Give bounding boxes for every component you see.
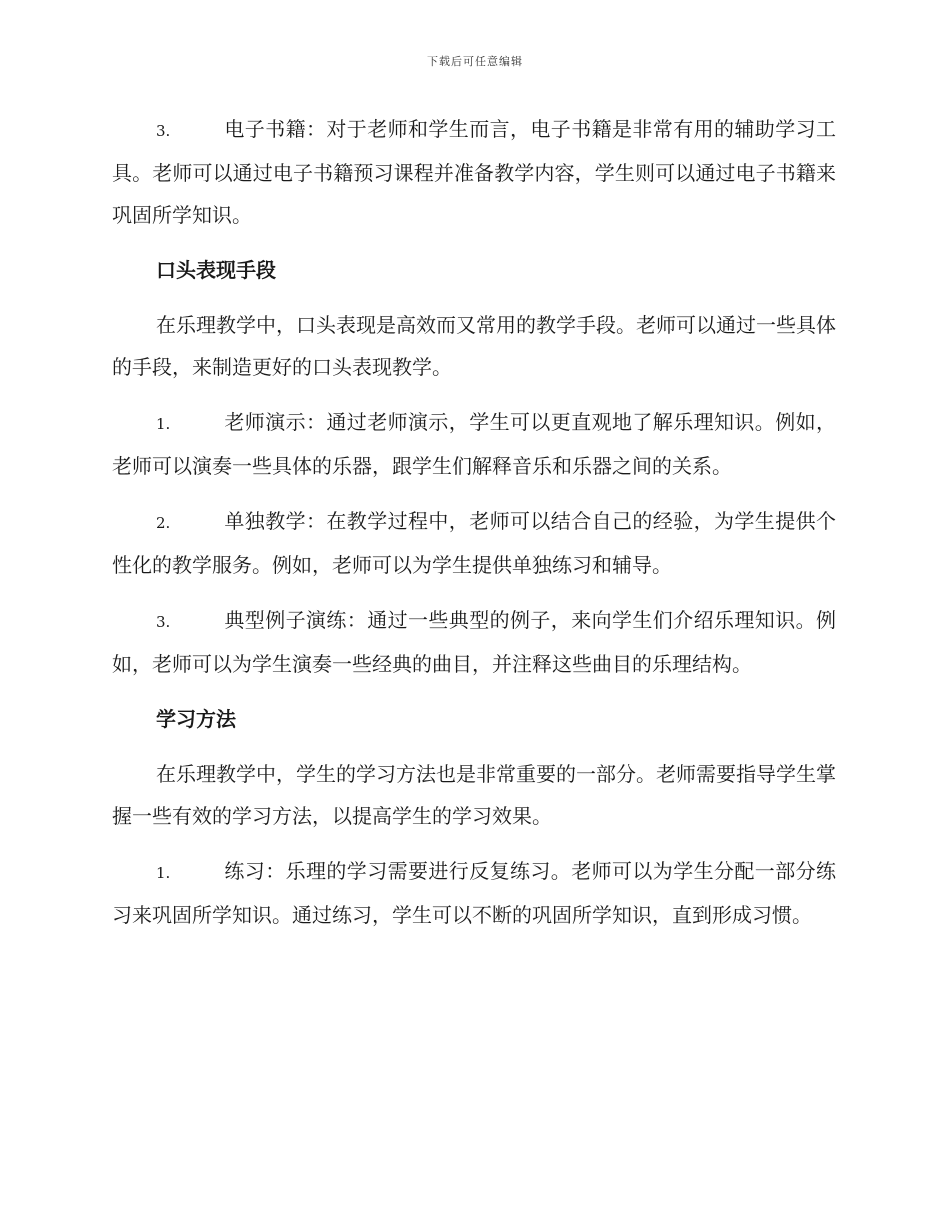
list-item-number: 1.: [156, 864, 171, 882]
document-body: [112, 108, 836, 949]
list-item-text: 典型例子演练：通过一些典型的例子，来向学生们介绍乐理知识。例如，老师可以为学生演奏一些经典的曲目，并注释这些曲目的乐理结构。: [112, 608, 836, 676]
list-item-text: 老师演示：通过老师演示，学生可以更直观地了解乐理知识。例如，老师可以演奏一些具体的乐器，跟学生们解释音乐和乐器之间的关系。: [112, 410, 836, 478]
paragraph-learning-intro: 在乐理教学中，学生的学习方法也是非常重要的一部分。老师需要指导学生掌握一些有效的学习方法，以提高学生的学习效果。: [112, 762, 836, 828]
list-item-electronic-books: [112, 108, 836, 236]
list-item-number: 1.: [156, 415, 171, 433]
list-item-individual-teaching: [112, 500, 836, 586]
section-heading-learning-methods: 学习方法: [156, 707, 236, 731]
list-item-typical-examples: [112, 599, 836, 685]
list-item-number: 3.: [156, 613, 171, 631]
list-item-text: 练习：乐理的学习需要进行反复练习。老师可以为学生分配一部分练习来巩固所学知识。通过练习，学生可以不断的巩固所学知识，直到形成习惯。: [112, 859, 836, 927]
list-item-text: 单独教学：在教学过程中，老师可以结合自己的经验，为学生提供个性化的教学服务。例如，老师可以为学生提供单独练习和辅导。: [112, 509, 836, 577]
paragraph-oral-intro: 在乐理教学中，口头表现是高效而又常用的教学手段。老师可以通过一些具体的手段，来制造更好的口头表现教学。: [112, 313, 836, 379]
list-item-teacher-demo: [112, 401, 836, 487]
list-item-number: 2.: [156, 514, 171, 532]
list-item-text: 电子书籍：对于老师和学生而言，电子书籍是非常有用的辅助学习工具。老师可以通过电子书籍预习课程并准备教学内容，学生则可以通过电子书籍来巩固所学知识。: [112, 117, 836, 227]
page-header: 下载后可任意编辑: [427, 55, 523, 68]
list-item-number: 3.: [156, 122, 171, 140]
list-item-practice: [112, 850, 836, 936]
section-heading-oral-presentation: 口头表现手段: [156, 258, 276, 282]
